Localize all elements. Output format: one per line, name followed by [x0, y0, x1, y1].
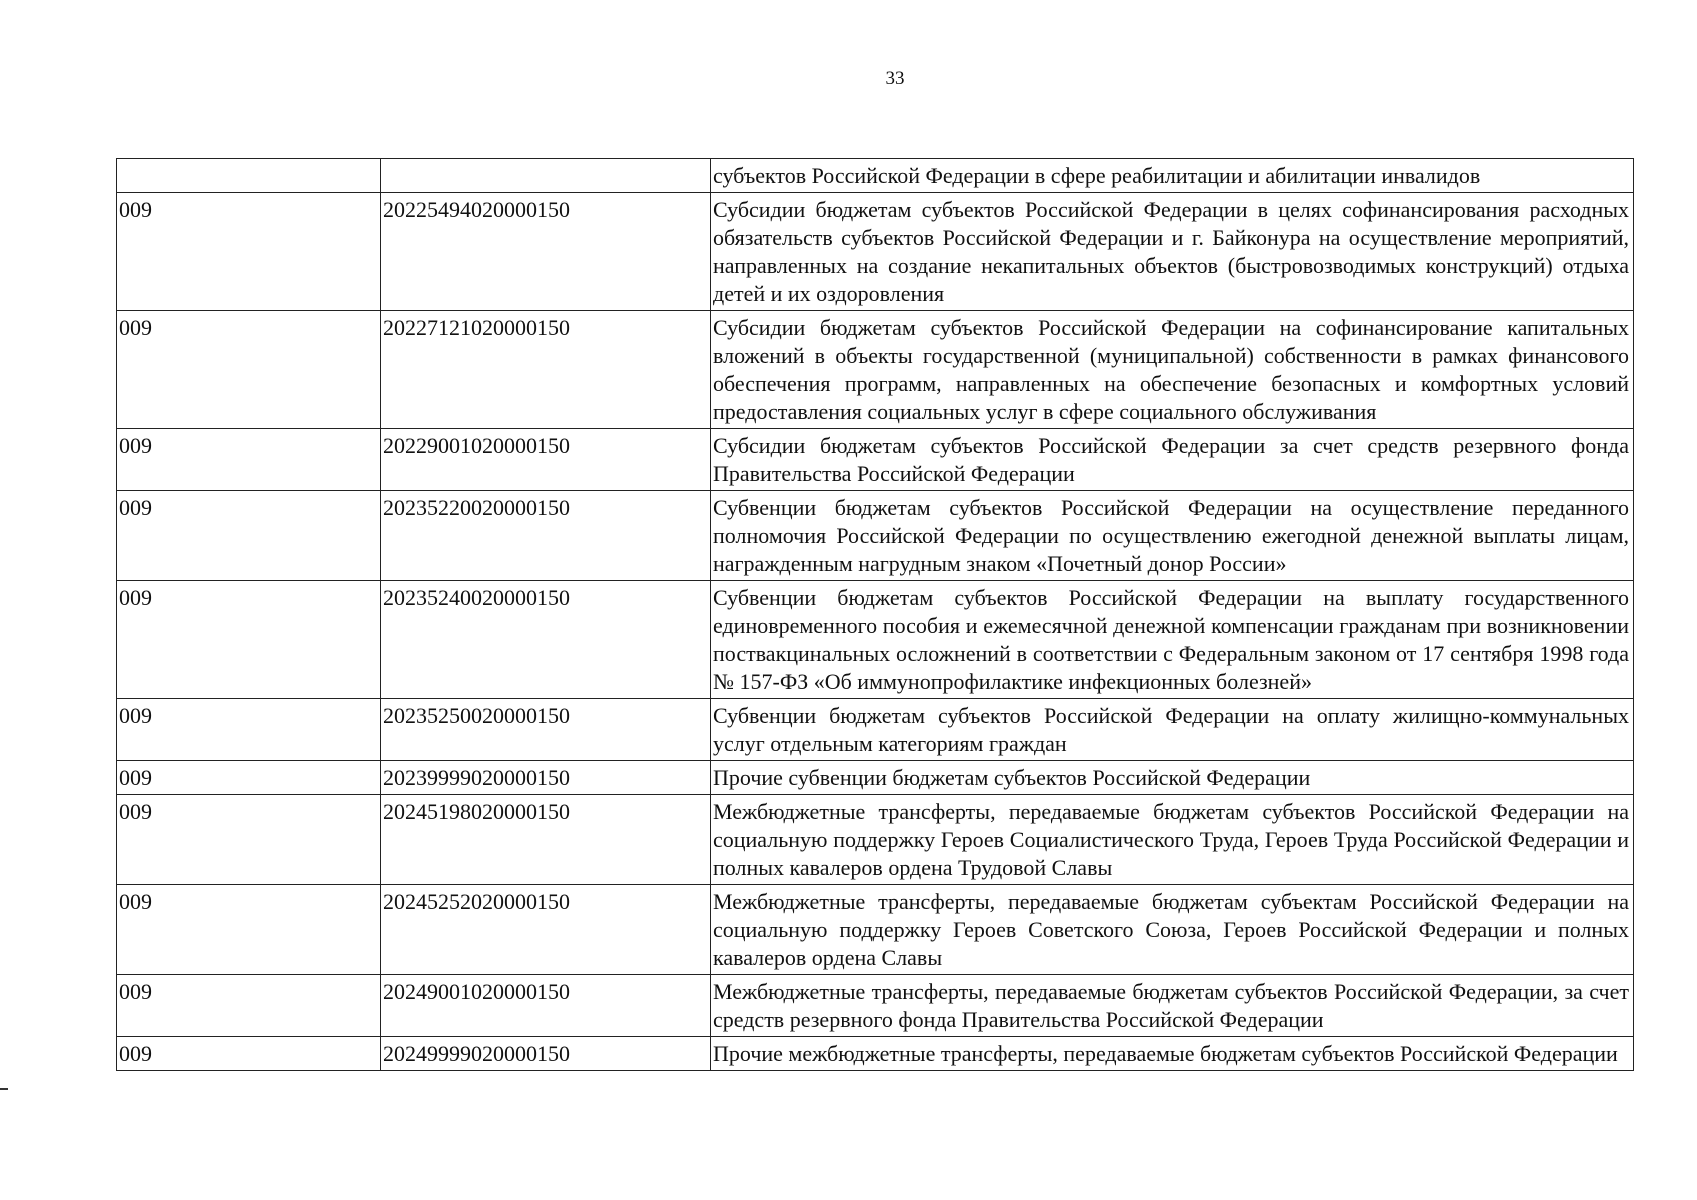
name-cell: Субвенции бюджетам субъектов Российской Федерации на оплату жилищно-коммунальных услуг отдельным категориям граждан [711, 699, 1634, 761]
admin-code-cell: 009 [117, 429, 381, 491]
budget-code-cell: 20225494020000150 [381, 193, 711, 311]
margin-mark [0, 1088, 8, 1090]
admin-code-cell: 009 [117, 795, 381, 885]
budget-codes-table [116, 158, 1634, 1071]
name-cell: Субсидии бюджетам субъектов Российской Федерации за счет средств резервного фонда Правительства Российской Федерации [711, 429, 1634, 491]
budget-code-cell: 20227121020000150 [381, 311, 711, 429]
name-cell: Прочие межбюджетные трансферты, передаваемые бюджетам субъектов Российской Федерации [711, 1037, 1634, 1071]
admin-code-cell: 009 [117, 193, 381, 311]
budget-code-cell: 20235240020000150 [381, 581, 711, 699]
admin-code-cell: 009 [117, 761, 381, 795]
name-cell: Субсидии бюджетам субъектов Российской Федерации в целях софинансирования расходных обязательств субъектов Российской Федерации и г. Байконура на осуществление мероприятий, направленных на создание некапитальных объектов (быстровозводимых конструкций) отдыха детей и их оздоровления [711, 193, 1634, 311]
name-cell: Прочие субвенции бюджетам субъектов Российской Федерации [711, 761, 1634, 795]
budget-code-cell: 20235250020000150 [381, 699, 711, 761]
name-cell: Субсидии бюджетам субъектов Российской Федерации на софинансирование капитальных вложений в объекты государственной (муниципальной) собственности в рамках финансового обеспечения программ, направленных на обеспечение безопасных и комфортных условий предоставления социальных услуг в сфере социального обслуживания [711, 311, 1634, 429]
name-cell: Межбюджетные трансферты, передаваемые бюджетам субъектам Российской Федерации на социальную поддержку Героев Советского Союза, Героев Российской Федерации и полных кавалеров ордена Славы [711, 885, 1634, 975]
table-row [117, 311, 1634, 429]
table-row [117, 885, 1634, 975]
name-cell: Межбюджетные трансферты, передаваемые бюджетам субъектов Российской Федерации на социальную поддержку Героев Социалистического Труда, Героев Труда Российской Федерации и полных кавалеров ордена Трудовой Славы [711, 795, 1634, 885]
table-row [117, 795, 1634, 885]
budget-code-cell: 20249001020000150 [381, 975, 711, 1037]
name-cell: Субвенции бюджетам субъектов Российской Федерации на выплату государственного единовременного пособия и ежемесячной денежной компенсации гражданам при возникновении поствакцинальных осложнений в соответствии с Федеральным законом от 17 сентября 1998 года № 157-ФЗ «Об иммунопрофилактике инфекционных болезней» [711, 581, 1634, 699]
budget-code-cell: 20229001020000150 [381, 429, 711, 491]
table-row [117, 975, 1634, 1037]
budget-code-cell: 20239999020000150 [381, 761, 711, 795]
name-cell: Межбюджетные трансферты, передаваемые бюджетам субъектов Российской Федерации, за счет средств резервного фонда Правительства Российской Федерации [711, 975, 1634, 1037]
admin-code-cell: 009 [117, 885, 381, 975]
budget-code-cell: 20245198020000150 [381, 795, 711, 885]
admin-code-cell [117, 159, 381, 193]
name-cell: субъектов Российской Федерации в сфере реабилитации и абилитации инвалидов [711, 159, 1634, 193]
table-row [117, 581, 1634, 699]
page-number: 33 [885, 68, 905, 89]
table-row [117, 491, 1634, 581]
admin-code-cell: 009 [117, 311, 381, 429]
table-row [117, 159, 1634, 193]
table-row [117, 193, 1634, 311]
budget-code-cell: 20235220020000150 [381, 491, 711, 581]
table-row [117, 761, 1634, 795]
admin-code-cell: 009 [117, 699, 381, 761]
admin-code-cell: 009 [117, 975, 381, 1037]
budget-code-cell [381, 159, 711, 193]
admin-code-cell: 009 [117, 581, 381, 699]
budget-code-cell: 20245252020000150 [381, 885, 711, 975]
admin-code-cell: 009 [117, 1037, 381, 1071]
budget-code-cell: 20249999020000150 [381, 1037, 711, 1071]
table-row [117, 699, 1634, 761]
name-cell: Субвенции бюджетам субъектов Российской Федерации на осуществление переданного полномочия Российской Федерации по осуществлению ежегодной денежной выплаты лицам, награжденным нагрудным знаком «Почетный донор России» [711, 491, 1634, 581]
admin-code-cell: 009 [117, 491, 381, 581]
table-row [117, 429, 1634, 491]
table-row [117, 1037, 1634, 1071]
